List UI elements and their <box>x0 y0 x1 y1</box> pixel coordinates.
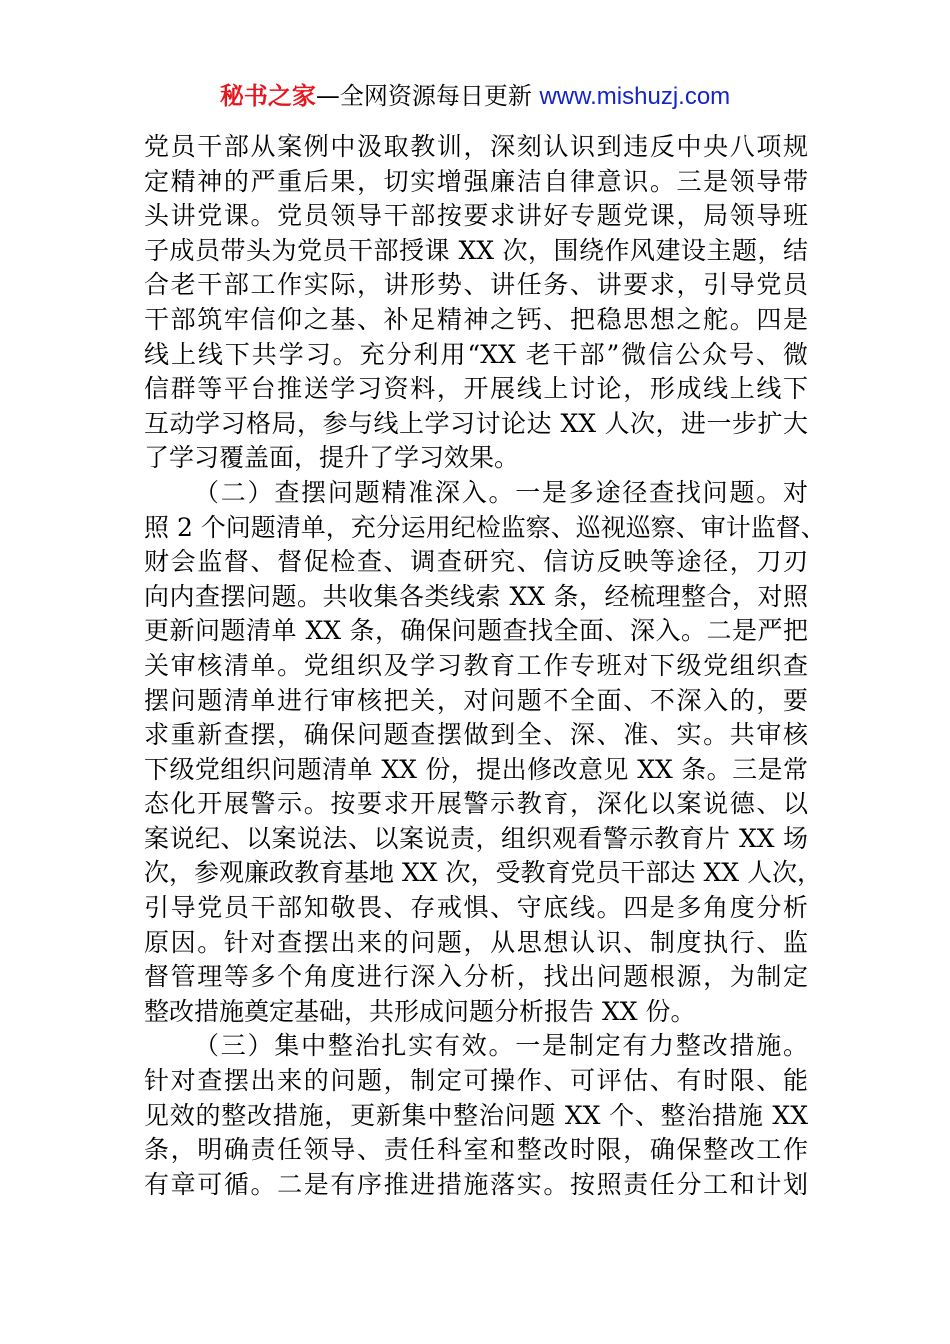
text-line: 财会监督、督促检查、调查研究、信访反映等途径，刀刃 <box>144 547 808 577</box>
site-tagline: —全网资源每日更新 <box>315 82 532 110</box>
section-heading-line: （三）集中整治扎实有效。一是制定有力整改措施。 <box>194 1031 808 1061</box>
text-line: 子成员带头为党员干部授课 XX 次，围绕作风建设主题，结 <box>144 235 808 265</box>
document-body <box>144 130 826 1202</box>
text-line: 照 2 个问题清单，充分运用纪检监察、巡视巡察、审计监督、 <box>144 512 826 542</box>
text-line: 有章可循。二是有序推进措施落实。按照责任分工和计划 <box>144 1169 808 1199</box>
text-line: 信群等平台推送学习资料，开展线上讨论，形成线上线下 <box>144 374 808 404</box>
text-line: 摆问题清单进行审核把关，对问题不全面、不深入的，要 <box>144 685 808 715</box>
site-url[interactable]: www.mishuzj.com <box>539 83 731 110</box>
text-line: 合老干部工作实际，讲形势、讲任务、讲要求，引导党员 <box>144 270 808 300</box>
text-line: 向内查摆问题。共收集各类线索 XX 条，经梳理整合，对照 <box>144 581 808 611</box>
text-line: 针对查摆出来的问题，制定可操作、可评估、有时限、能 <box>144 1066 808 1096</box>
site-brand: 秘书之家 <box>219 82 316 110</box>
page-header <box>0 80 950 113</box>
text-line: 原因。针对查摆出来的问题，从思想认识、制度执行、监 <box>144 927 808 957</box>
text-line: 引导党员干部知敬畏、存戒惧、守底线。四是多角度分析 <box>144 893 808 923</box>
text-line: 下级党组织问题清单 XX 份，提出修改意见 XX 条。三是常 <box>144 754 808 784</box>
text-line: 求重新查摆，确保问题查摆做到全、深、准、实。共审核 <box>144 720 808 750</box>
text-line: 见效的整改措施，更新集中整治问题 XX 个、整治措施 XX <box>144 1100 808 1130</box>
text-line: 干部筑牢信仰之基、补足精神之钙、把稳思想之舵。四是 <box>144 304 808 334</box>
text-line: 头讲党课。党员领导干部按要求讲好专题党课，局领导班 <box>144 201 808 231</box>
text-line: 了学习覆盖面，提升了学习效果。 <box>144 443 520 473</box>
text-line: 定精神的严重后果，切实增强廉洁自律意识。三是领导带 <box>144 166 808 196</box>
text-line: 更新问题清单 XX 条，确保问题查找全面、深入。二是严把 <box>144 616 808 646</box>
text-line: 党员干部从案例中汲取教训，深刻认识到违反中央八项规 <box>144 132 808 161</box>
text-line: 督管理等多个角度进行深入分析，找出问题根源，为制定 <box>144 962 808 992</box>
text-line: 态化开展警示。按要求开展警示教育，深化以案说德、以 <box>144 789 808 819</box>
text-line: 线上线下共学习。充分利用“XX 老干部”微信公众号、微 <box>144 339 808 369</box>
text-line: 次，参观廉政教育基地 XX 次，受教育党员干部达 XX 人次， <box>144 858 822 888</box>
text-line: 案说纪、以案说法、以案说责，组织观看警示教育片 XX 场 <box>144 823 808 853</box>
section-heading-line: （二）查摆问题精准深入。一是多途径查找问题。对 <box>194 477 808 507</box>
text-line: 条，明确责任领导、责任科室和整改时限，确保整改工作 <box>144 1135 808 1165</box>
text-line: 互动学习格局，参与线上学习讨论达 XX 人次，进一步扩大 <box>144 408 808 438</box>
text-line: 关审核清单。党组织及学习教育工作专班对下级党组织查 <box>144 650 808 680</box>
text-line: 整改措施奠定基础，共形成问题分析报告 XX 份。 <box>144 996 696 1026</box>
